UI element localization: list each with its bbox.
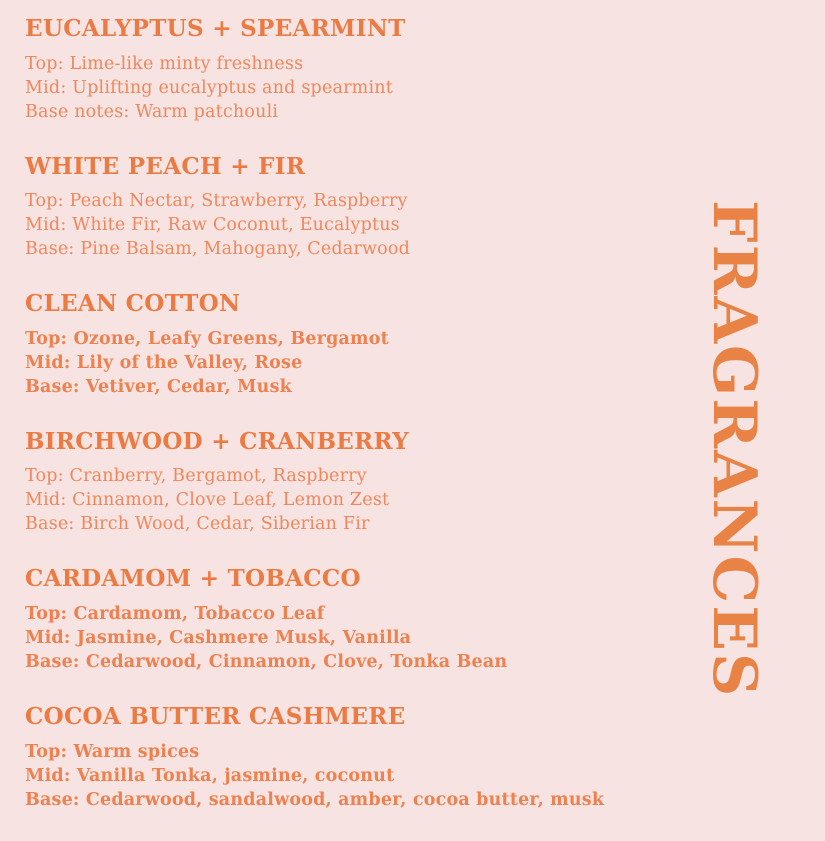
fragrance-top-note: Top: Cranberry, Bergamot, Raspberry	[25, 466, 367, 487]
fragrance-mid-note: Mid: Lily of the Valley, Rose	[25, 352, 303, 373]
fragrance-title: COCOA BUTTER CASHMERE	[25, 702, 406, 730]
fragrance-list	[25, 15, 645, 841]
fragrance-base-note: Base: Pine Balsam, Mahogany, Cedarwood	[25, 239, 411, 260]
fragrance-title: BIRCHWOOD + CRANBERRY	[25, 427, 409, 455]
fragrance-title: WHITE PEACH + FIR	[25, 152, 306, 180]
fragrance-section-eucalyptus-spearmint	[25, 15, 645, 124]
fragrance-title: CARDAMOM + TOBACCO	[25, 565, 361, 593]
fragrance-top-note: Top: Lime-like minty freshness	[25, 53, 304, 74]
fragrance-title: EUCALYPTUS + SPEARMINT	[25, 15, 406, 42]
fragrance-top-note: Top: Warm spices	[25, 741, 200, 762]
fragrance-title: CLEAN COTTON	[25, 290, 241, 318]
fragrance-base-note: Base: Vetiver, Cedar, Musk	[25, 376, 292, 397]
fragrance-top-note: Top: Cardamom, Tobacco Leaf	[25, 603, 325, 624]
fragrance-base-note: Base: Birch Wood, Cedar, Siberian Fir	[25, 514, 370, 535]
fragrance-top-note: Top: Ozone, Leafy Greens, Bergamot	[25, 328, 389, 349]
fragrance-mid-note: Mid: Vanilla Tonka, jasmine, coconut	[25, 765, 395, 786]
fragrance-section-white-peach-fir	[25, 153, 645, 262]
fragrance-mid-note: Mid: Jasmine, Cashmere Musk, Vanilla	[25, 627, 412, 648]
vertical-title-fragrances: FRAGRANCES	[699, 200, 769, 699]
fragrance-section-cardamom-tobacco	[25, 565, 645, 674]
fragrance-base-note: Base notes: Warm patchouli	[25, 101, 279, 122]
fragrance-mid-note: Mid: Cinnamon, Clove Leaf, Lemon Zest	[25, 490, 390, 511]
fragrance-mid-note: Mid: Uplifting eucalyptus and spearmint	[25, 77, 393, 98]
fragrance-section-birchwood-cranberry	[25, 428, 645, 537]
fragrance-base-note: Base: Cedarwood, Cinnamon, Clove, Tonka Bean	[25, 651, 508, 672]
fragrance-base-note: Base: Cedarwood, sandalwood, amber, cocoa butter, musk	[25, 789, 605, 810]
fragrance-section-cocoa-butter-cashmere	[25, 703, 645, 812]
fragrance-mid-note: Mid: White Fir, Raw Coconut, Eucalyptus	[25, 215, 400, 236]
fragrance-section-clean-cotton	[25, 290, 645, 399]
fragrance-top-note: Top: Peach Nectar, Strawberry, Raspberry	[25, 191, 408, 212]
